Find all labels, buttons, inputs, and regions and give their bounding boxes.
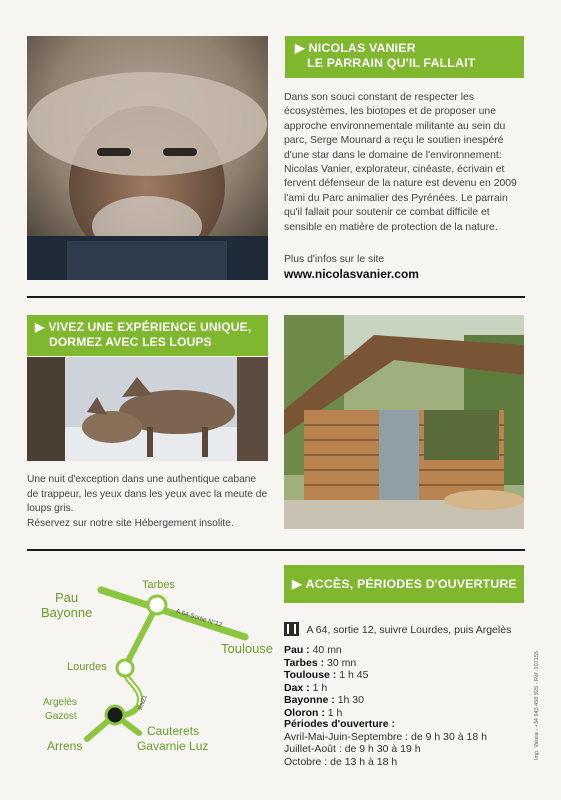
map-label-gazost: Gazost: [45, 711, 77, 722]
nicolas-vanier-heading: ▶ NICOLAS VANIER LE PARRAIN QU'IL FALLAIT: [285, 36, 524, 78]
highway-row: A 64, sortie 12, suivre Lourdes, puis Argelès: [284, 620, 529, 636]
more-info-text: Plus d'infos sur le site: [284, 254, 385, 265]
map-label-toulouse: Toulouse: [221, 641, 274, 656]
distance-row: Toulouse : 1 h 45: [284, 669, 369, 681]
map-label-gavarnie: Gavarnie Luz: [137, 739, 209, 753]
trapper-cabin-photo: [284, 315, 524, 529]
opening-periods: [284, 718, 524, 768]
period-row: Juillet-Août : de 9 h 30 à 19 h: [284, 743, 421, 755]
period-row: Octobre : de 13 h à 18 h: [284, 755, 398, 768]
arrow-icon: ▶: [292, 577, 302, 591]
access-heading: ▶ ACCÈS, PÉRIODES D'OUVERTURE: [284, 565, 524, 603]
map-label-lourdes: Lourdes: [67, 661, 107, 673]
distance-list: [284, 644, 524, 719]
map-label-arrens: Arrens: [47, 739, 83, 753]
periods-title: Périodes d'ouverture :: [284, 718, 396, 730]
wolves-heading: ▶ VIVEZ UNE EXPÉRIENCE UNIQUE, DORMEZ AVEC LES LOUPS: [27, 315, 268, 356]
divider: [27, 296, 525, 298]
map-label-cauterets: Cauterets: [147, 724, 200, 738]
wolves-photo: [27, 357, 268, 461]
divider: [27, 549, 525, 551]
website-link[interactable]: www.nicolasvanier.com: [284, 267, 419, 281]
distance-row: Tarbes : 30 mn: [284, 656, 357, 669]
distance-row: Bayonne : 1h 30: [284, 694, 364, 706]
access-map: [27, 565, 277, 765]
map-label-road2: RN21: [138, 694, 149, 712]
arrow-icon: ▶: [295, 41, 305, 55]
nicolas-vanier-photo: [27, 36, 268, 280]
map-label-bayonne: Bayonne: [41, 605, 93, 620]
wolves-text: Une nuit d'exception dans une authentique cabane de trappeur, les yeux dans les yeux avec la meute de loups gris. Réservez sur notre site Hébergement insolite.: [27, 474, 268, 529]
printer-credit: Imp. Varela - +34 943 458 925 - Réf. 107155: [534, 651, 540, 760]
highway-icon: [284, 622, 299, 636]
distance-row: Oloron : 1 h: [284, 706, 343, 719]
map-label-road: A 64 Sortie N°12: [174, 608, 224, 629]
map-label-pau: Pau: [55, 590, 79, 605]
map-label-argeles: Argelès: [43, 697, 77, 708]
distance-row: Dax : 1 h: [284, 681, 328, 694]
period-row: Avril-Mai-Juin-Septembre : de 9 h 30 à 18 h: [284, 730, 487, 743]
map-label-tarbes: Tarbes: [142, 579, 176, 591]
arrow-icon: ▶: [35, 320, 45, 334]
distance-row: Pau : 40 mn: [284, 644, 342, 656]
nicolas-vanier-text: Dans son souci constant de respecter les écosystèmes, les biotopes et de proposer une approche environnementale militante au sein du parc, Serge Mounard a reçu le soutien inespéré d'une star dans le domaine de l'environnement: Nicolas Vanier, explorateur, cinéaste, écrivain et fervent défenseur de la nature est devenu en 2009 l'ami du Parc animalier des Pyrénées. Le parrain qu'il fallait pour soutenir ce combat difficile et sensible en matière de protection de la nature.: [284, 92, 517, 233]
